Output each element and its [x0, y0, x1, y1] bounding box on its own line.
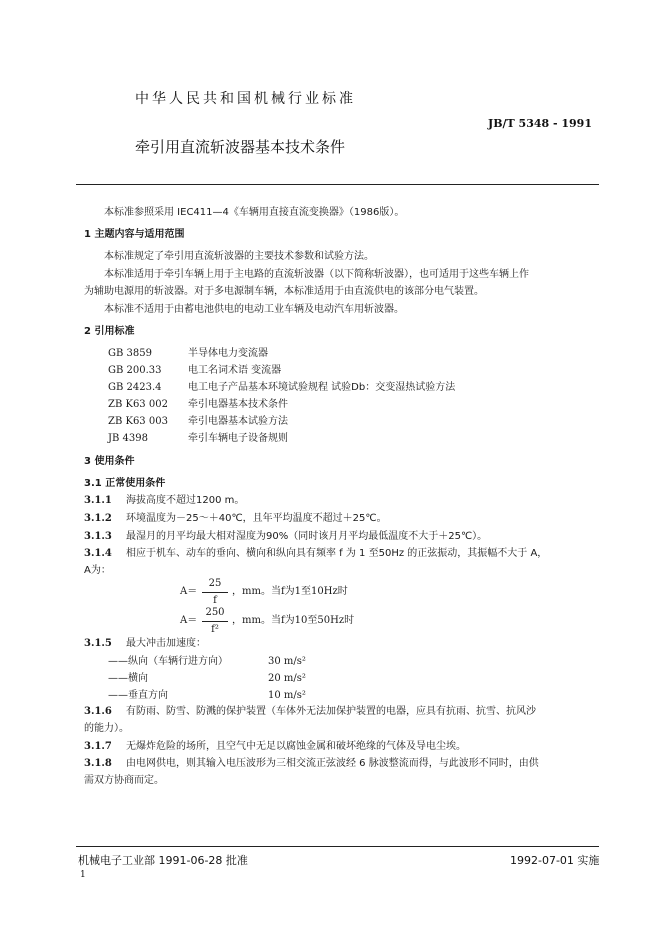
reference-title: 电工名词术语 变流器 — [188, 365, 282, 376]
clause-text: 海拔高度不超过1200 m。 — [126, 495, 245, 506]
section-1-paragraph: 本标准不适用于由蓄电池供电的电动工业车辆及电动汽车用斩波器。 — [104, 304, 404, 315]
formula-denominator: f² — [211, 624, 219, 635]
acceleration-value: 30 m/s² — [268, 656, 306, 667]
clause-number: 3.1.2 — [84, 513, 112, 524]
reference-title: 牵引电器基本技术条件 — [188, 399, 288, 410]
fraction-bar — [202, 592, 228, 593]
approval-info: 机械电子工业部 1991-06-28 批准 — [78, 854, 248, 867]
page-title: 牵引用直流斩波器基本技术条件 — [135, 138, 346, 156]
standard-org: 中华人民共和国机械行业标准 — [135, 91, 356, 107]
clause-text: 相应于机车、动车的垂向、横向和纵向具有频率 f 为 1 至50Hz 的正弦振动，其振幅不大于 A， — [126, 548, 548, 559]
clause-number: 3.1.3 — [84, 531, 112, 542]
reference-code: GB 200.33 — [108, 365, 162, 376]
acceleration-label: ——纵向（车辆行进方向） — [108, 656, 228, 667]
clause-number: 3.1.5 — [84, 638, 112, 649]
section-1-paragraph: 本标准适用于牵引车辆上用于主电路的直流斩波器（以下简称斩波器），也可适用于这些车辆上作 — [104, 269, 529, 280]
clause-number: 3.1.7 — [84, 741, 112, 752]
clause-number: 3.1.4 — [84, 548, 112, 559]
clause-text: 由电网供电，则其输入电压波形为三相交流正弦波经 6 脉波整流而得，与此波形不同时，由供 — [126, 758, 539, 769]
section-1-paragraph: 本标准规定了牵引用直流斩波器的主要技术参数和试验方法。 — [104, 251, 374, 262]
clause-number: 3.1.6 — [84, 706, 112, 717]
subsection-3-1-heading: 3.1 正常使用条件 — [84, 478, 166, 489]
implementation-date: 1992-07-01 实施 — [510, 854, 600, 867]
standard-code: JB/T 5348 - 1991 — [488, 117, 592, 130]
clause-text: 的能力）。 — [84, 723, 129, 734]
clause-text: 环境温度为－25～＋40℃，且年平均温度不超过＋25℃。 — [126, 513, 387, 524]
acceleration-label: ——横向 — [108, 673, 148, 684]
formula-rhs: ，mm。当f为1至10Hz时 — [232, 586, 348, 597]
clause-text: 最湿月的月平均最大相对湿度为90%（同时该月月平均最低温度不大于＋25℃）。 — [126, 531, 488, 542]
section-1-heading: 1 主题内容与适用范围 — [84, 229, 185, 240]
formula-denominator: f — [213, 595, 217, 606]
reference-title: 半导体电力变流器 — [188, 348, 268, 359]
reference-code: GB 3859 — [108, 348, 152, 359]
reference-title: 电工电子产品基本环境试验规程 试验Db：交变湿热试验方法 — [188, 382, 456, 393]
footer-divider — [76, 846, 599, 847]
clause-text: 最大冲击加速度： — [126, 638, 206, 649]
formula-numerator: 250 — [205, 607, 225, 618]
reference-title: 牵引电器基本试验方法 — [188, 416, 288, 427]
reference-code: ZB K63 003 — [108, 416, 168, 427]
formula-lhs: A＝ — [180, 615, 198, 626]
fraction-bar — [202, 621, 228, 622]
page-number: 1 — [80, 870, 86, 880]
reference-code: GB 2423.4 — [108, 382, 162, 393]
reference-title: 牵引车辆电子设备规则 — [188, 433, 288, 444]
clause-text: 有防雨、防雪、防溅的保护装置（车体外无法加保护装置的电器，应具有抗雨、抗雪、抗风沙 — [126, 706, 536, 717]
formula-lhs: A＝ — [180, 586, 198, 597]
formula-rhs: ，mm。当f为10至50Hz时 — [232, 615, 355, 626]
intro-paragraph: 本标准参照采用 IEC411—4《车辆用直接直流变换器》（1986版）。 — [104, 207, 405, 218]
header-divider — [76, 184, 599, 185]
acceleration-value: 20 m/s² — [268, 673, 306, 684]
clause-text: A为： — [84, 565, 111, 576]
section-2-heading: 2 引用标准 — [84, 326, 135, 337]
clause-number: 3.1.8 — [84, 758, 112, 769]
acceleration-value: 10 m/s² — [268, 690, 306, 701]
clause-text: 需双方协商而定。 — [84, 775, 164, 786]
section-3-heading: 3 使用条件 — [84, 456, 135, 467]
reference-code: JB 4398 — [108, 433, 148, 444]
section-1-paragraph: 为辅助电源用的斩波器。对于多电源制车辆，本标准适用于由直流供电的该部分电气装置。 — [84, 286, 484, 297]
clause-number: 3.1.1 — [84, 495, 112, 506]
formula-numerator: 25 — [208, 578, 222, 589]
reference-code: ZB K63 002 — [108, 399, 168, 410]
acceleration-label: ——垂直方向 — [108, 690, 168, 701]
clause-text: 无爆炸危险的场所，且空气中无足以腐蚀金属和破坏绝缘的气体及导电尘埃。 — [126, 741, 466, 752]
